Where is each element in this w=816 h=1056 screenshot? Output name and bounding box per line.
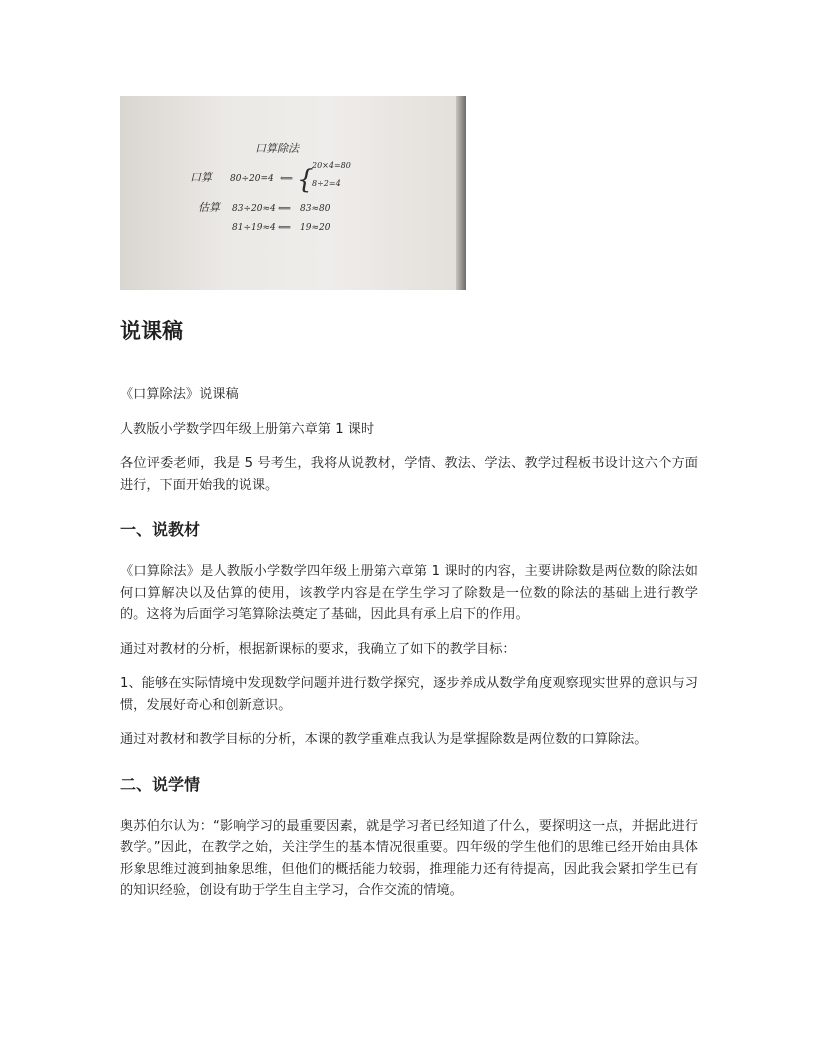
intro-paragraph: 各位评委老师，我是 5 号考生，我将从说教材，学情、教法、学法、教学过程板书设计这六个方面进行，下面开始我的说课。 bbox=[120, 456, 698, 493]
board-row2-expr-a: 83÷20≈4 bbox=[232, 204, 276, 214]
board-brace: { bbox=[297, 165, 314, 195]
textbook-paragraph-1: 《口算除法》是人教版小学数学四年级上册第六章第 1 课时的内容，主要讲除数是两位数的除法如何口算解决以及估算的使用，该教学内容是在学生学习了除数是一位数的除法的基础上进行教学的。这将为后面学习笔算除法奠定了基础，因此具有承上启下的作用。 bbox=[120, 564, 698, 622]
board-row1-arrow: ⟸ bbox=[280, 174, 293, 184]
board-row1-expr: 80÷20=4 bbox=[230, 174, 274, 184]
board-brace-top: 20×4=80 bbox=[312, 161, 351, 170]
board-row2-arrow-a: ⟸ bbox=[278, 204, 291, 214]
board-row2-expr-b: 81÷19≈4 bbox=[232, 223, 276, 233]
lesson-title: 《口算除法》说课稿 bbox=[120, 387, 239, 402]
textbook-paragraph-2: 通过对教材的分析，根据新课标的要求，我确立了如下的教学目标： bbox=[120, 641, 516, 657]
blackboard-photo bbox=[120, 96, 466, 290]
board-row1-label: 口算 bbox=[190, 171, 212, 184]
board-row2-rhs-b: 19≈20 bbox=[300, 223, 331, 233]
students-paragraph-1: 奥苏伯尔认为：“影响学习的最重要因素，就是学习者已经知道了什么，要探明这一点，并据此进行教学。”因此，在教学之始，关注学生的基本情况很重要。四年级的学生他们的思维已经开始由具体形象思维过渡到抽象思维，但他们的概括能力较弱，推理能力还有待提高，因此我会紧扣学生已有的知识经验，创设有助于学生自主学习，合作交流的情境。 bbox=[120, 818, 698, 898]
board-row2-rhs-a: 83≈80 bbox=[300, 204, 331, 214]
section-heading-textbook: 一、说教材 bbox=[120, 520, 201, 539]
board-row2-label: 估算 bbox=[198, 201, 220, 214]
textbook-paragraph-3: 1、能够在实际情境中发现数学问题并进行数学探究，逐步养成从数学角度观察现实世界的意识与习惯，发展好奇心和创新意识。 bbox=[120, 676, 698, 713]
section-heading-students: 二、说学情 bbox=[120, 774, 201, 794]
lesson-meta: 人教版小学数学四年级上册第六章第 1 课时 bbox=[120, 421, 375, 437]
document-body bbox=[120, 312, 698, 915]
board-title: 口算除法 bbox=[255, 142, 299, 155]
document-title: 说课稿 bbox=[120, 319, 183, 343]
handwriting-drawing bbox=[120, 96, 466, 290]
textbook-paragraph-4: 通过对教材和教学目标的分析，本课的教学重难点我认为是掌握除数是两位数的口算除法。 bbox=[120, 732, 648, 747]
board-row2-arrow-b: ⟸ bbox=[278, 223, 291, 233]
board-brace-bottom: 8÷2=4 bbox=[312, 179, 341, 188]
